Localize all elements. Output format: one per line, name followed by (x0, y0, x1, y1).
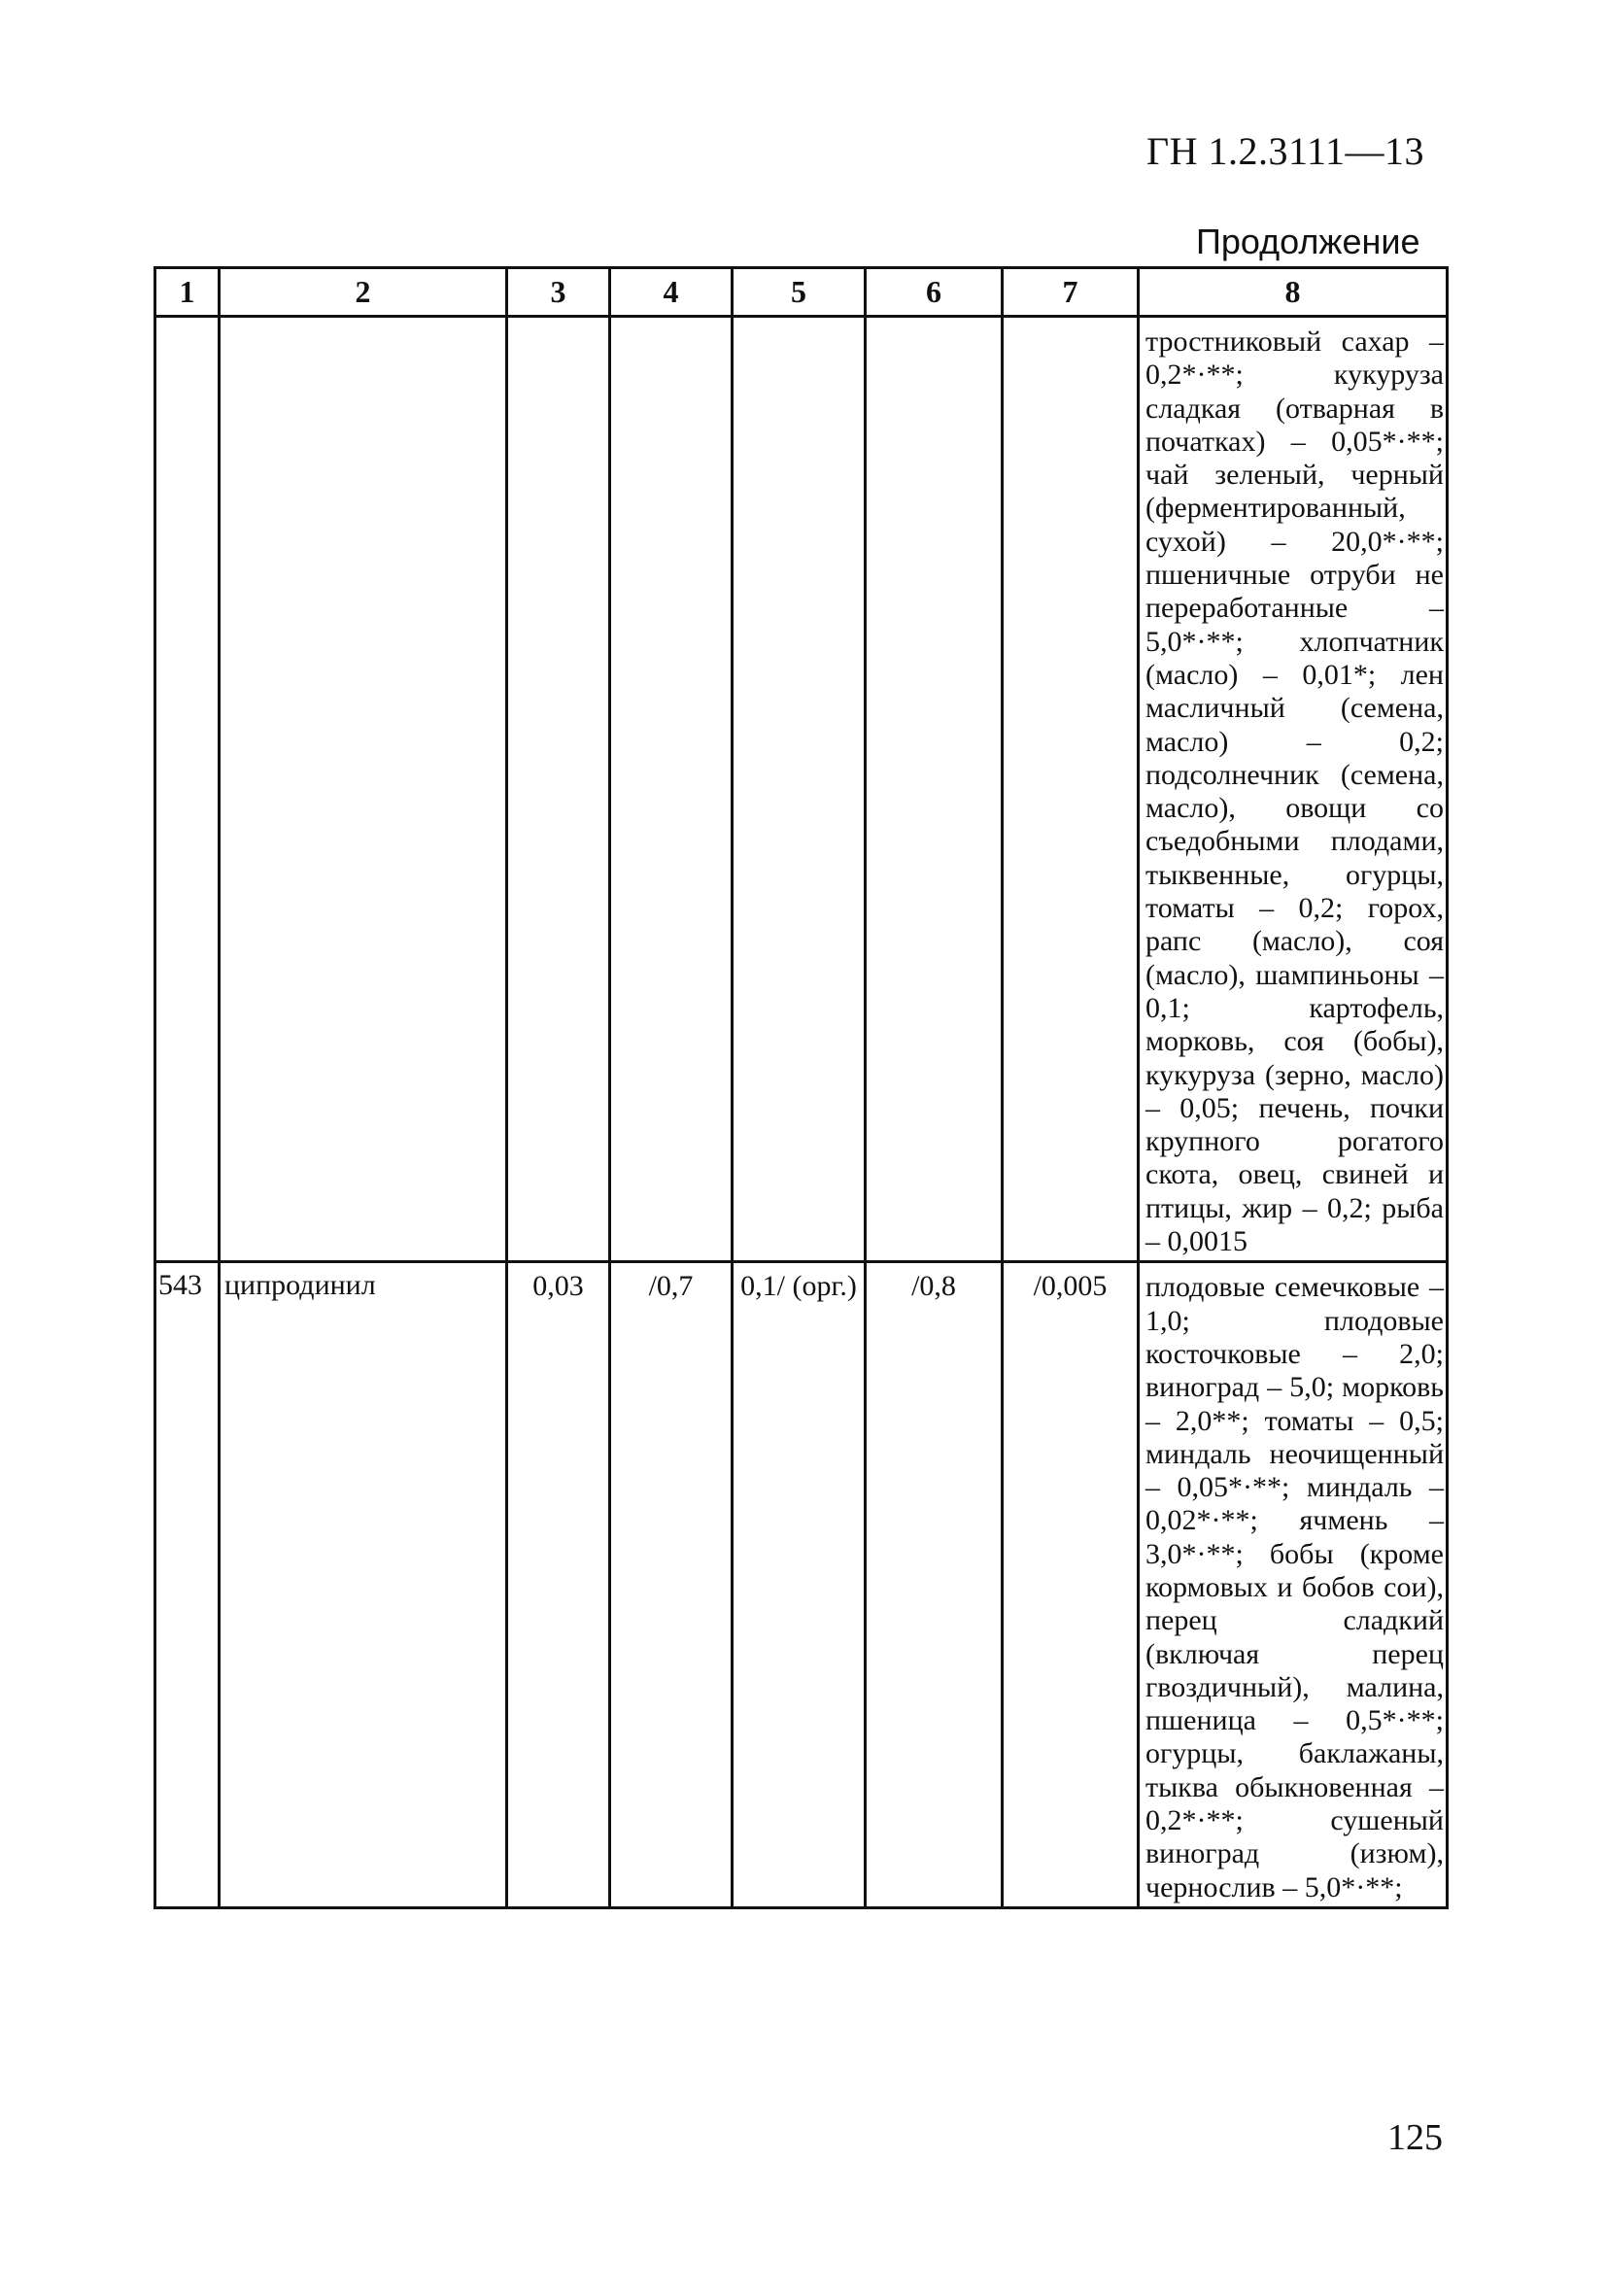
table-row (155, 1262, 1448, 1908)
row1-col4 (610, 317, 733, 1262)
row1-col3 (507, 317, 610, 1262)
document-code: ГН 1.2.3111—13 (1146, 129, 1425, 173)
page-number: 125 (1387, 2117, 1443, 2158)
column-header-6: 6 (866, 268, 1003, 317)
row2-col7: /0,005 (1003, 1262, 1139, 1908)
header-row (155, 268, 1448, 317)
continuation-label: Продолжение (1196, 222, 1420, 261)
row1-col5 (733, 317, 866, 1262)
column-header-8: 8 (1139, 268, 1448, 317)
table-row (155, 317, 1448, 1262)
row2-col8: плодовые семечковые – 1,0; плодовые косточковые – 2,0; виноград – 5,0; морковь – 2,0**; томаты – 0,5; миндаль неочищенный – 0,05*·**; миндаль – 0,02*·**; ячмень – 3,0*·**; бобы (кроме кормовых и бобов сои), перец сладкий (включая перец гвоздичный), малина, пшеница – 0,5*·**; огурцы, баклажаны, тыква обыкновенная – 0,2*·**; сушеный виноград (изюм), чернослив – 5,0*·**; (1139, 1262, 1448, 1908)
column-header-4: 4 (610, 268, 733, 317)
column-header-3: 3 (507, 268, 610, 317)
row2-col5: 0,1/ (орг.) (733, 1262, 866, 1908)
row1-col2 (220, 317, 507, 1262)
column-header-7: 7 (1003, 268, 1139, 317)
norms-table (154, 266, 1449, 1909)
row1-col7 (1003, 317, 1139, 1262)
row2-col3: 0,03 (507, 1262, 610, 1908)
row2-col1: 543 (155, 1262, 220, 1908)
row1-col6 (866, 317, 1003, 1262)
column-header-1: 1 (155, 268, 220, 317)
column-header-2: 2 (220, 268, 507, 317)
row2-col2: ципродинил (220, 1262, 507, 1908)
row1-col8: тростниковый сахар – 0,2*·**; кукуруза сладкая (отварная в початках) – 0,05*·**; чай зеленый, черный (ферментированный, сухой) – 20,0*·**; пшеничные отруби не переработанные – 5,0*·**; хлопчатник (масло) – 0,01*; лен масличный (семена, масло) – 0,2; подсолнечник (семена, масло), овощи со съедобными плодами, тыквенные, огурцы, томаты – 0,2; горох, рапс (масло), соя (масло), шампиньоны – 0,1; картофель, морковь, соя (бобы), кукуруза (зерно, масло) – 0,05; печень, почки крупного рогатого скота, овец, свиней и птицы, жир – 0,2; рыба – 0,0015 (1139, 317, 1448, 1262)
row2-col6: /0,8 (866, 1262, 1003, 1908)
row2-col4: /0,7 (610, 1262, 733, 1908)
row1-col1 (155, 317, 220, 1262)
column-header-5: 5 (733, 268, 866, 317)
